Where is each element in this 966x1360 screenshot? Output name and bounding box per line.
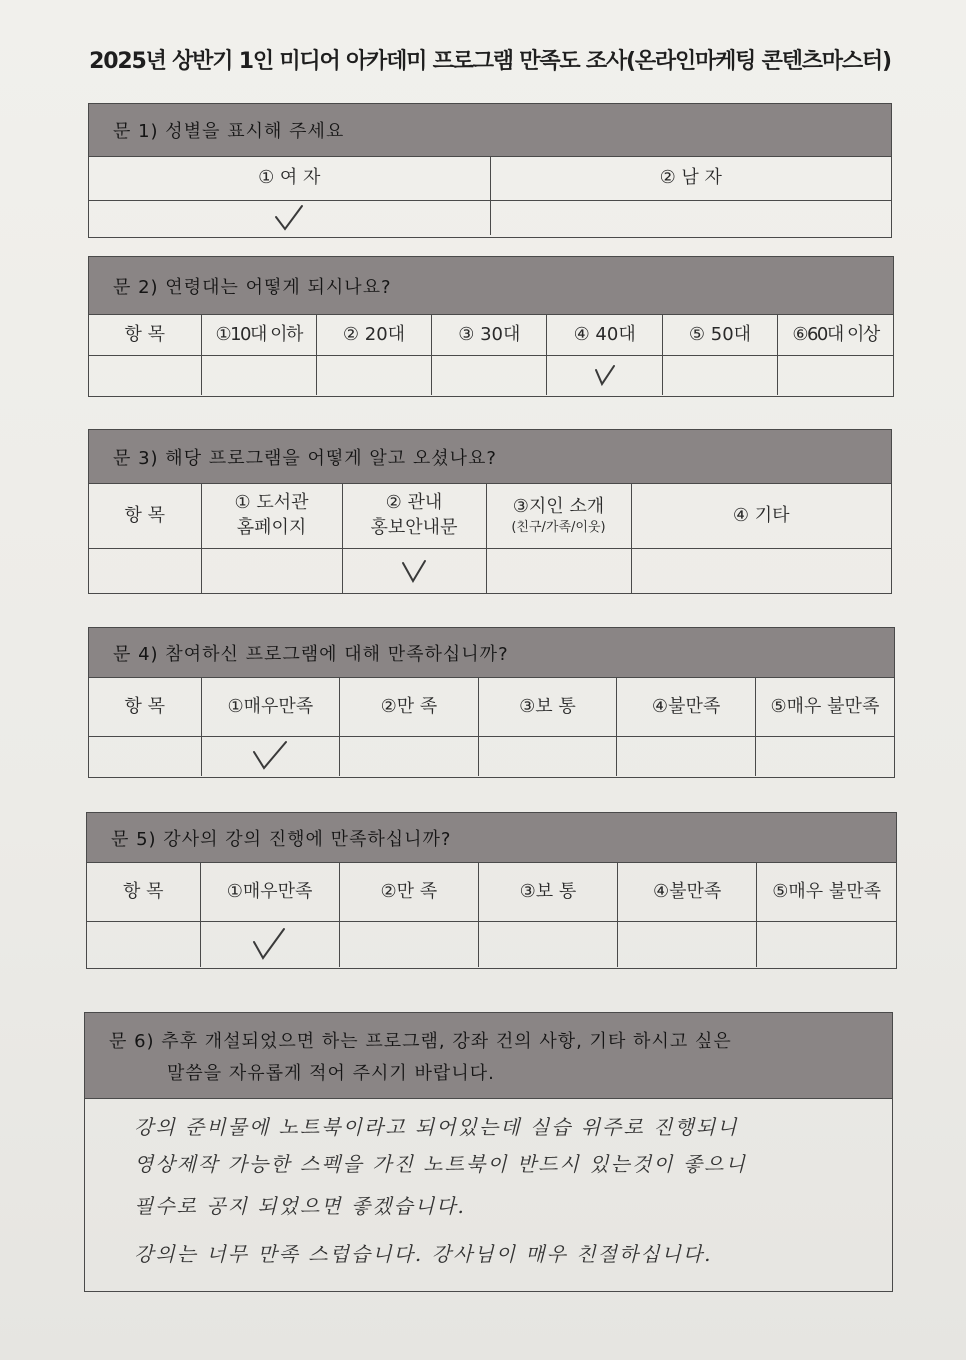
q3-answer-referral[interactable] <box>486 548 631 593</box>
q3-option-1-line2: 홈페이지 <box>236 516 307 538</box>
q2-answer-label <box>89 355 201 395</box>
q3-option-local-flyer <box>342 484 486 548</box>
q4-option-dissatisfied: ④불만족 <box>617 678 756 736</box>
q1-answer-male[interactable] <box>490 200 891 235</box>
q2-answer-50s[interactable] <box>662 355 777 395</box>
q4-option-very-satisfied: ①매우만족 <box>201 678 340 736</box>
q2-option-50s: ⑤ 50대 <box>662 315 777 355</box>
checkmark-icon <box>399 557 429 585</box>
q3-option-3-line1: ③지인 소개 <box>512 495 605 517</box>
question-4-header: 문 4) 참여하신 프로그램에 대해 만족하십니까? <box>89 628 894 678</box>
q3-answer-label <box>89 548 201 593</box>
q3-option-3-line2: (친구/가족/이웃) <box>511 520 606 536</box>
q5-answer-neutral[interactable] <box>478 921 617 967</box>
question-4-table <box>89 678 894 776</box>
q3-option-1-line1: ① 도서관 <box>234 492 309 514</box>
q2-option-40s: ④ 40대 <box>547 315 662 355</box>
q2-option-30s: ③ 30대 <box>432 315 547 355</box>
q4-answer-label <box>89 736 201 776</box>
q1-option-female: ① 여 자 <box>89 157 490 200</box>
q3-option-referral <box>486 484 631 548</box>
q5-option-very-satisfied: ①매우만족 <box>200 863 339 921</box>
q3-option-library-homepage <box>201 484 342 548</box>
q5-item-label: 항 목 <box>87 863 200 921</box>
question-1-table <box>89 157 891 235</box>
q4-answer-very-dissatisfied[interactable] <box>755 736 894 776</box>
q4-answer-very-satisfied[interactable] <box>201 736 340 776</box>
q5-answer-dissatisfied[interactable] <box>618 921 757 967</box>
q5-answer-label <box>87 921 200 967</box>
q3-item-label: 항 목 <box>89 484 201 548</box>
q3-option-2-line2: 홍보안내문 <box>370 516 458 538</box>
q3-option-2-line1: ② 관내 <box>385 492 443 514</box>
question-6-header <box>85 1013 892 1099</box>
q2-answer-60s[interactable] <box>778 355 893 395</box>
question-5-table <box>87 863 896 967</box>
q2-option-10s: ①10대 이하 <box>201 315 316 355</box>
q2-item-label: 항 목 <box>89 315 201 355</box>
q3-answer-other[interactable] <box>631 548 891 593</box>
q5-answer-very-satisfied[interactable] <box>200 921 339 967</box>
q5-option-very-dissatisfied: ⑤매우 불만족 <box>757 863 896 921</box>
q4-option-satisfied: ②만 족 <box>340 678 479 736</box>
question-5-header: 문 5) 강사의 강의 진행에 만족하십니까? <box>87 813 896 863</box>
q5-option-neutral: ③보 통 <box>478 863 617 921</box>
checkmark-icon <box>250 740 290 772</box>
q4-answer-dissatisfied[interactable] <box>617 736 756 776</box>
q3-option-other <box>631 484 891 548</box>
q4-answer-satisfied[interactable] <box>340 736 479 776</box>
q3-answer-library-homepage[interactable] <box>201 548 342 593</box>
q5-option-dissatisfied: ④불만족 <box>618 863 757 921</box>
question-2-table <box>89 315 893 395</box>
q6-answer-line-2: 영상제작 가능한 스펙을 가진 노트북이 반드시 있는것이 좋으니 <box>134 1152 747 1176</box>
q5-answer-satisfied[interactable] <box>339 921 478 967</box>
q1-option-male: ② 남 자 <box>490 157 891 200</box>
question-3-header: 문 3) 해당 프로그램을 어떻게 알고 오셨나요? <box>89 430 891 484</box>
q6-answer-line-1: 강의 준비물에 노트북이라고 되어있는데 실습 위주로 진행되니 <box>134 1115 739 1139</box>
q3-option-4-line1: ④ 기타 <box>732 504 790 526</box>
question-3-table <box>89 484 891 593</box>
q2-answer-20s[interactable] <box>316 355 431 395</box>
q2-option-60s: ⑥60대 이상 <box>778 315 893 355</box>
question-1-header: 문 1) 성별을 표시해 주세요 <box>89 104 891 157</box>
q2-option-20s: ② 20대 <box>316 315 431 355</box>
question-2 <box>88 256 894 397</box>
question-6-header-line2: 말씀을 자유롭게 적어 주시기 바랍니다. <box>167 1062 495 1084</box>
question-2-header: 문 2) 연령대는 어떻게 되시나요? <box>89 257 893 315</box>
q5-option-satisfied: ②만 족 <box>339 863 478 921</box>
checkmark-icon <box>250 926 290 962</box>
q6-answer-line-3: 필수로 공지 되었으면 좋겠습니다. <box>134 1194 466 1218</box>
question-1 <box>88 103 892 238</box>
q5-answer-very-dissatisfied[interactable] <box>757 921 896 967</box>
question-5 <box>86 812 897 969</box>
question-6-header-line1: 문 6) 추후 개설되었으면 하는 프로그램, 강좌 건의 사항, 기타 하시고 싶은 <box>109 1030 732 1052</box>
page-title: 2025년 상반기 1인 미디어 아카데미 프로그램 만족도 조사(온라인마케팅 콘텐츠마스터) <box>89 49 891 74</box>
question-3 <box>88 429 892 594</box>
q3-answer-local-flyer[interactable] <box>342 548 486 593</box>
q4-option-very-dissatisfied: ⑤매우 불만족 <box>755 678 894 736</box>
q4-item-label: 항 목 <box>89 678 201 736</box>
checkmark-icon <box>590 362 620 388</box>
question-4 <box>88 627 895 778</box>
q4-option-neutral: ③보 통 <box>478 678 617 736</box>
q2-answer-30s[interactable] <box>432 355 547 395</box>
q4-answer-neutral[interactable] <box>478 736 617 776</box>
q2-answer-10s[interactable] <box>201 355 316 395</box>
q2-answer-40s[interactable] <box>547 355 662 395</box>
checkmark-icon <box>272 203 306 233</box>
q6-answer-line-4: 강의는 너무 만족 스럽습니다. 강사님이 매우 친절하십니다. <box>134 1242 713 1266</box>
q1-answer-female[interactable] <box>89 200 490 235</box>
